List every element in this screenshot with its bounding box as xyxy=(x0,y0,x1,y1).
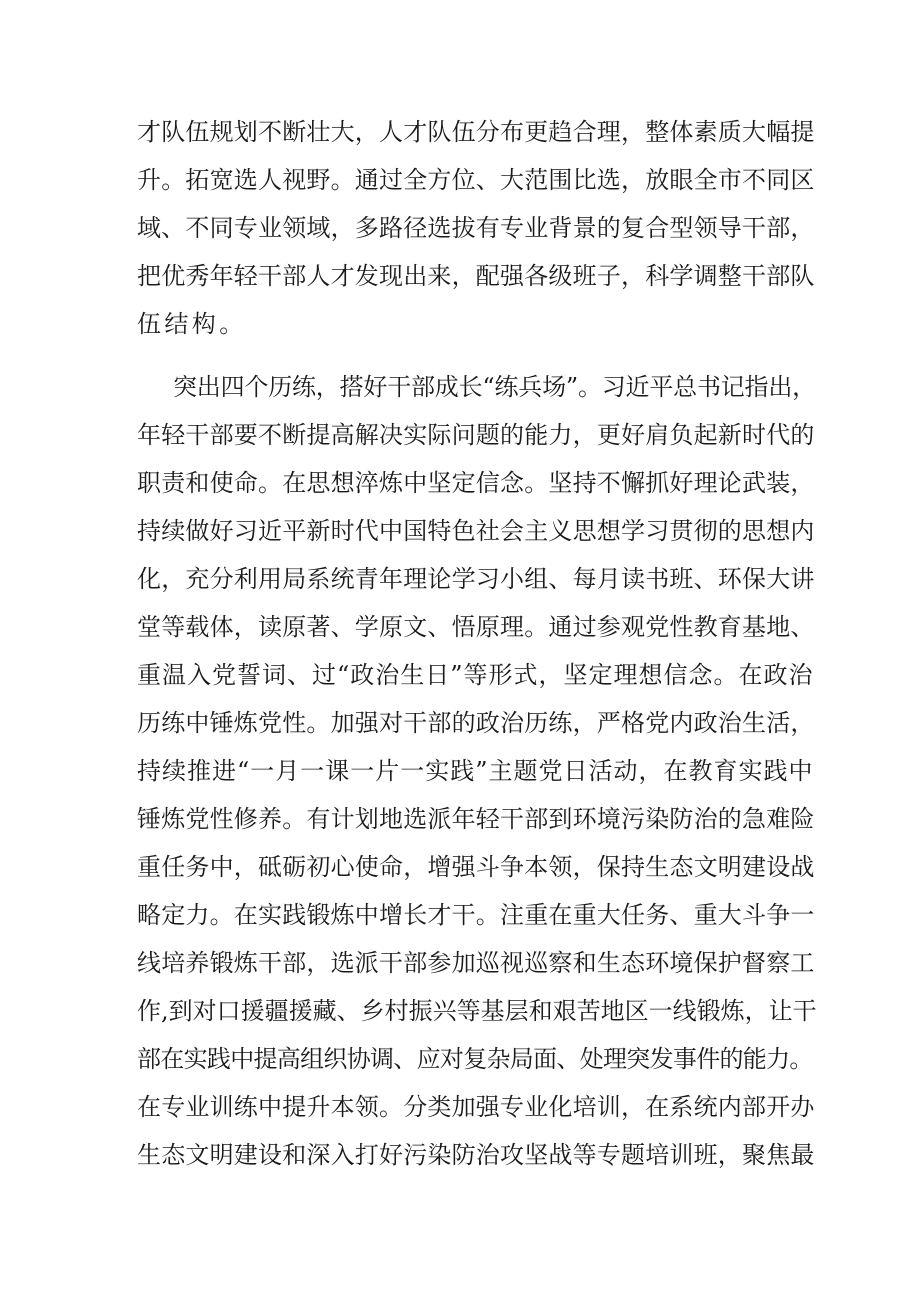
text-line: 线培养锻炼干部，选派干部参加巡视巡察和生态环境保护督察工 xyxy=(137,949,815,977)
text-line: 重温入党誓词、过“政治生日”等形式，坚定理想信念。在政治 xyxy=(137,661,814,689)
text-line: 重任务中，砥砺初心使命，增强斗争本领，保持生态文明建设战 xyxy=(137,853,815,881)
text-line: 年轻干部要不断提高解决实际问题的能力，更好肩负起新时代的 xyxy=(137,421,815,449)
text-line: 部在实践中提高组织协调、应对复杂局面、处理突发事件的能力。 xyxy=(137,1045,813,1073)
text-line: 才队伍规划不断壮大，人才队伍分布更趋合理，整体素质大幅提 xyxy=(137,118,815,146)
text-line: 生态文明建设和深入打好污染防治攻坚战等专题培训班，聚焦最 xyxy=(137,1141,815,1169)
text-line: 在专业训练中提升本领。分类加强专业化培训，在系统内部开办 xyxy=(137,1093,815,1121)
text-line: 锤炼党性修养。有计划地选派年轻干部到环境污染防治的急难险 xyxy=(137,805,815,833)
text-line: 把优秀年轻干部人才发现出来，配强各级班子，科学调整干部队 xyxy=(137,262,815,290)
text-line: 化，充分利用局系统青年理论学习小组、每月读书班、环保大讲 xyxy=(137,565,815,593)
text-line: 持续做好习近平新时代中国特色社会主义思想学习贯彻的思想内 xyxy=(137,517,815,545)
text-line: 作,到对口援疆援藏、乡村振兴等基层和艰苦地区一线锻炼，让干 xyxy=(137,997,817,1025)
text-line: 历练中锤炼党性。加强对干部的政治历练，严格党内政治生活， xyxy=(137,709,815,737)
text-line: 持续推进“一月一课一片一实践”主题党日活动，在教育实践中 xyxy=(137,757,814,785)
text-line: 略定力。在实践锻炼中增长才干。注重在重大任务、重大斗争一 xyxy=(137,901,815,929)
text-line: 职责和使命。在思想淬炼中坚定信念。坚持不懈抓好理论武装， xyxy=(137,469,815,497)
text-line: 伍结构。 xyxy=(137,310,247,338)
text-line: 突出四个历练，搭好干部成长“练兵场”。习近平总书记指出， xyxy=(173,373,816,401)
text-line: 升。拓宽选人视野。通过全方位、大范围比选，放眼全市不同区 xyxy=(137,166,815,194)
text-line: 域、不同专业领域，多路径选拔有专业背景的复合型领导干部， xyxy=(137,214,815,242)
text-line: 堂等载体，读原著、学原文、悟原理。通过参观党性教育基地、 xyxy=(137,613,815,641)
